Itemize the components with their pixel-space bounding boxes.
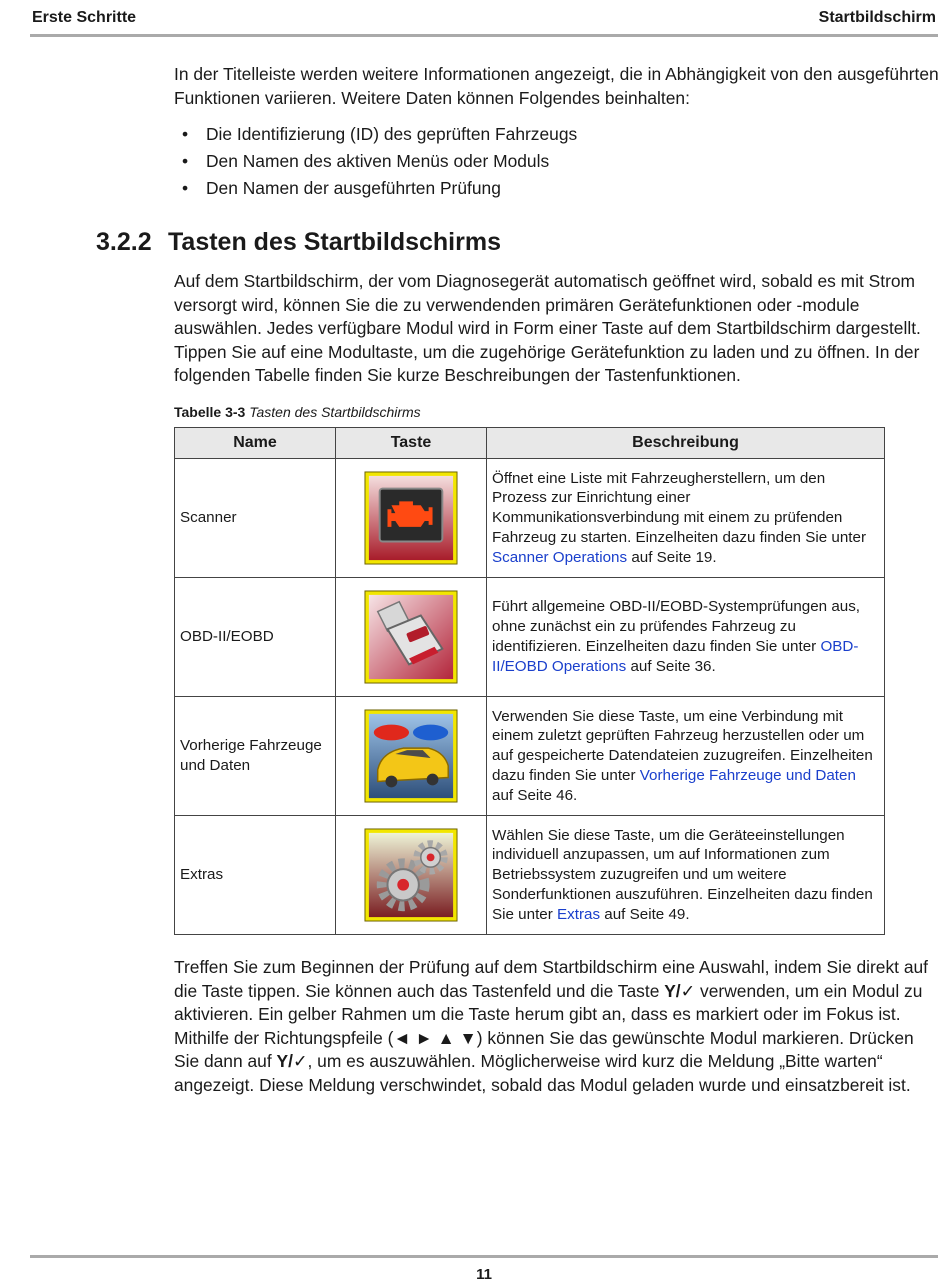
running-header-chapter: Erste Schritte <box>32 9 137 26</box>
engine-icon <box>364 471 458 565</box>
table-row: OBD-II/EOBD Führt allgemeine OBD-II/EOBD-Systemprüfungen aus, ohne zunächst ein zu prüfendes Fahrzeug zu identifizieren. Einzelheiten dazu finden Sie unter OBD-II/EOBD Operations auf Seite 36. <box>175 578 885 697</box>
row-description: Wählen Sie diese Taste, um die Geräteeinstellungen individuell anzupassen, um auf Informationen zum Betriebssystem zuzugreifen und um weitere Sonderfunktionen auszuführen. Einzelheiten dazu finden Sie unter <box>492 826 873 923</box>
closing-paragraph: Treffen Sie zum Beginnen der Prüfung auf dem Startbildschirm eine Auswahl, indem Sie direkt auf die Taste tippen. Sie können auch das Tastenfeld und die Taste Y/✓ verwenden, um ein Modul zu aktivieren. Ein gelber Rahmen um die Taste herum gibt an, dass es markiert oder im Fokus ist. Mithilfe der Richtungspfeile (◄ ► ▲ ▼) können Sie das gewünschte Modul markieren. Drücken Sie dann auf Y/✓, um es auszuwählen. Möglicherweise wird kurz die Meldung „Bitte warten“ angezeigt. Diese Meldung verschwindet, sobald das Modul geladen wurde und einsatzbereit ist. <box>174 957 928 1095</box>
page-number: 11 <box>476 1266 492 1283</box>
buttons-table <box>174 427 885 935</box>
intro-bullet-list <box>182 121 577 201</box>
section-heading <box>96 228 501 257</box>
list-item: • Den Namen der ausgeführten Prüfung <box>182 177 501 198</box>
obd-connector-icon <box>364 590 458 684</box>
table-row: Scanner Öffnet eine Liste mit Fahrzeugherstellern, um den Prozess zur Einrichtung einer Kommunikationsverbindung mit einem zu prüfenden Fahrzeug zu starten. Einzelheiten dazu finden Sie unter Scanner Operations auf Seite 19. <box>175 459 885 578</box>
table-row: Vorherige Fahrzeuge und Daten Verwenden Sie diese Taste, um eine Verbindung mit einem zuletzt geprüften Fahrzeug herzustellen oder um auf gespeicherte Datendateien zuzugreifen. Einzelheiten dazu finden Sie unter Vorherige Fahrzeuge und Daten auf Seite 46. <box>175 697 885 816</box>
scanner-operations-link[interactable]: Scanner Operations <box>492 548 628 566</box>
section-number: 3.2.2 <box>96 228 152 256</box>
row-description: Führt allgemeine OBD-II/EOBD-Systemprüfungen aus, ohne zunächst ein zu prüfendes Fahrzeug zu identifizieren. Einzelheiten dazu finden Sie unter <box>492 598 861 655</box>
row-name: OBD-II/EOBD <box>175 578 336 697</box>
cars-icon <box>364 709 458 803</box>
column-header-name: Name <box>175 428 336 459</box>
table-row: Extras Wählen Sie diese Taste, um die Geräteeinstellungen individuell anzupassen, um auf Informationen zum Betriebssystem zuzugreifen und um weitere Sonderfunktionen auszuführen. Einzelheiten dazu finden Sie unter Extras auf Seite 49. <box>175 816 885 935</box>
table-header-row <box>175 428 885 459</box>
running-header-section: Startbildschirm <box>818 9 936 26</box>
gears-icon <box>364 828 458 922</box>
check-icon: ✓ <box>680 980 696 1001</box>
yes-key-label: Y/ <box>276 1051 293 1072</box>
table-caption <box>174 404 421 420</box>
row-name: Scanner <box>175 459 336 578</box>
row-name: Vorherige Fahrzeuge und Daten <box>175 697 336 816</box>
row-description: Verwenden Sie diese Taste, um eine Verbindung mit einem zuletzt geprüften Fahrzeug herzustellen oder um auf gespeicherte Datendateien zuzugreifen. Einzelheiten dazu finden Sie unter <box>492 707 873 784</box>
check-icon: ✓ <box>292 1051 308 1072</box>
row-name: Extras <box>175 816 336 935</box>
obd-operations-link[interactable]: OBD-II/EOBD Operations <box>492 638 859 675</box>
column-header-button: Taste <box>336 428 487 459</box>
header-rule <box>30 34 938 37</box>
extras-link[interactable]: Extras <box>557 905 601 923</box>
intro-paragraph: In der Titelleiste werden weitere Informationen angezeigt, die in Abhängigkeit von den ausgeführten Funktionen variieren. Weitere Daten können Folgendes beinhalten: <box>174 64 939 108</box>
list-item: • Den Namen des aktiven Menüs oder Moduls <box>182 150 550 171</box>
column-header-description: Beschreibung <box>487 428 885 459</box>
body-paragraph: Auf dem Startbildschirm, der vom Diagnosegerät automatisch geöffnet wird, sobald es mit Strom versorgt wird, können Sie die zu verwendenden primären Gerätefunktionen oder -module auswählen. Jedes verfügbare Modul wird in Form einer Taste auf dem Startbildschirm dargestellt. Tippen Sie auf eine Modultaste, um die zugehörige Gerätefunktion zu laden und zu öffnen. In der folgenden Tabelle finden Sie kurze Beschreibungen der Tastenfunktionen. <box>174 271 921 386</box>
yes-key-label: Y/ <box>664 980 681 1001</box>
row-description: Öffnet eine Liste mit Fahrzeugherstellern, um den Prozess zur Einrichtung einer Kommunikationsverbindung mit einem zu prüfenden Fahrzeug zu starten. Einzelheiten dazu finden Sie unter <box>492 469 867 546</box>
caption-label: Tabelle 3-3 <box>174 404 246 420</box>
footer-rule <box>30 1255 938 1258</box>
previous-vehicles-link[interactable]: Vorherige Fahrzeuge und Daten <box>639 766 856 784</box>
section-title: Tasten des Startbildschirms <box>168 228 501 256</box>
caption-title: Tasten des Startbildschirms <box>249 404 421 420</box>
list-item: • Die Identifizierung (ID) des geprüften Fahrzeugs <box>182 124 578 144</box>
